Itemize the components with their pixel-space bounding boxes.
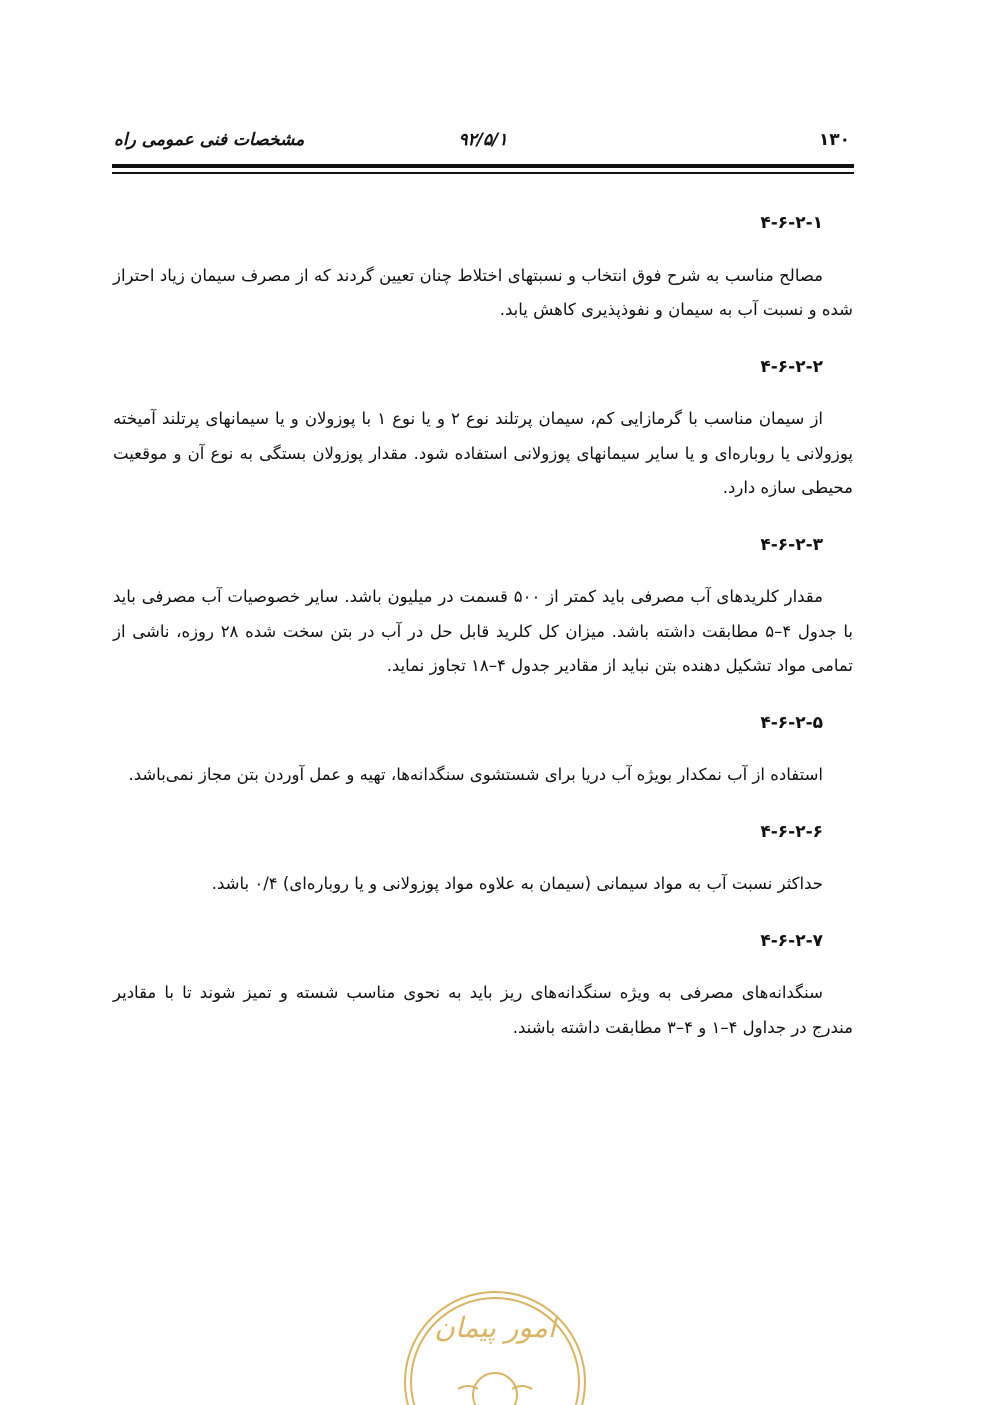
section-text: مقدار کلریدهای آب مصرفی باید کمتر از ۵۰۰ قسمت در میلیون باشد. سایر خصوصیات آب مصرفی باید با جدول ۴–۵ مطابقت داشته باشد. میزان کل کلرید قابل حل در آب در بتن سخت شده ۲۸ روزه، ناشی از تمامی مواد تشکیل دهنده بتن نباید از مقادیر جدول ۴–۱۸ تجاوز نماید. <box>113 587 854 675</box>
header-date: ۹۲/۵/۱ <box>458 130 508 150</box>
section <box>113 815 853 902</box>
section <box>113 206 853 328</box>
section-text: استفاده از آب نمکدار بویژه آب دریا برای شستشوی سنگدانه‌ها، تهیه و عمل آوردن بتن مجاز نمی‌باشد. <box>128 765 823 784</box>
section <box>113 350 853 506</box>
section-text: حداکثر نسبت آب به مواد سیمانی (سیمان به علاوه مواد پوزولانی و یا روباره‌ای) ۰/۴ باشد. <box>211 874 823 893</box>
document-body <box>113 206 853 1067</box>
section-number: ۴-۶-۲-۵ <box>760 712 823 733</box>
section <box>113 528 853 684</box>
header-title: مشخصات فنی عمومی راه <box>114 130 305 150</box>
section-text: از سیمان مناسب با گرمازایی کم، سیمان پرتلند نوع ۲ و یا نوع ۱ با پوزولان و یا سیمانهای پرتلند آمیخته پوزولانی یا روباره‌ای و یا سایر سیمانهای پوزولانی استفاده شود. مقدار پوزولان بستگی به نوع آن و موقعیت محیطی سازه دارد. <box>113 409 853 497</box>
section <box>113 706 853 793</box>
watermark-seal-icon <box>398 1285 592 1405</box>
watermark-text: امور پیمان <box>434 1311 556 1344</box>
page-number: ۱۳۰ <box>818 130 850 150</box>
section-number: ۴-۶-۲-۳ <box>760 534 823 555</box>
section-text: مصالح مناسب به شرح فوق انتخاب و نسبتهای اختلاط چنان تعیین گردند که از مصرف سیمان زیاد احتراز شده و نسبت آب به سیمان و نفوذپذیری کاهش یابد. <box>113 265 853 319</box>
page-header <box>112 126 854 160</box>
header-rule-thin <box>112 172 854 174</box>
section-number: ۴-۶-۲-۷ <box>760 930 823 951</box>
section-number: ۴-۶-۲-۲ <box>760 356 823 377</box>
section-text: سنگدانه‌های مصرفی به ویژه سنگدانه‌های ریز باید به نحوی مناسب شسته و تمیز شوند تا با مقادیر مندرج در جداول ۴–۱ و ۴–۳ مطابقت داشته باشند. <box>113 983 853 1037</box>
section <box>113 924 853 1046</box>
section-number: ۴-۶-۲-۱ <box>760 213 823 233</box>
section-number: ۴-۶-۲-۶ <box>760 821 823 842</box>
header-rule-thick <box>112 164 854 168</box>
